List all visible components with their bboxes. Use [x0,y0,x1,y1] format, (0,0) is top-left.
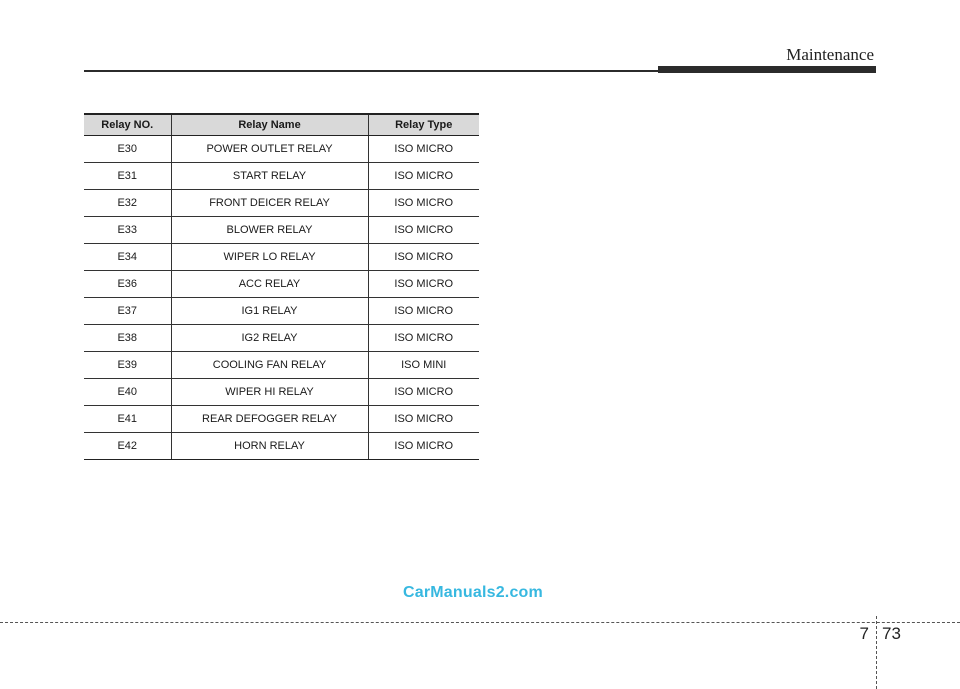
relay-type: ISO MICRO [368,163,479,190]
header-rule-accent [658,66,876,73]
relay-type: ISO MICRO [368,406,479,433]
relay-name: IG2 RELAY [171,325,368,352]
relay-name: FRONT DEICER RELAY [171,190,368,217]
column-header-relay-name: Relay Name [171,114,368,136]
relay-no: E37 [84,298,171,325]
relay-no: E31 [84,163,171,190]
relay-no: E39 [84,352,171,379]
table-row [84,244,479,271]
relay-name: ACC RELAY [171,271,368,298]
table-row [84,217,479,244]
section-title: Maintenance [786,45,874,64]
table-row [84,190,479,217]
table-row [84,298,479,325]
relay-name: COOLING FAN RELAY [171,352,368,379]
table-row [84,136,479,163]
table-row [84,163,479,190]
relay-no: E33 [84,217,171,244]
relay-name: WIPER HI RELAY [171,379,368,406]
relay-type: ISO MICRO [368,136,479,163]
relay-type: ISO MICRO [368,271,479,298]
column-header-relay-type: Relay Type [368,114,479,136]
relay-type: ISO MICRO [368,244,479,271]
relay-name: IG1 RELAY [171,298,368,325]
relay-type: ISO MICRO [368,433,479,460]
relay-no: E40 [84,379,171,406]
header-rule [84,70,660,72]
table-row [84,352,479,379]
table-row [84,379,479,406]
relay-type: ISO MICRO [368,298,479,325]
relay-name: POWER OUTLET RELAY [171,136,368,163]
relay-name: REAR DEFOGGER RELAY [171,406,368,433]
relay-name: BLOWER RELAY [171,217,368,244]
table-row [84,433,479,460]
footer-rule [0,622,960,623]
relay-no: E38 [84,325,171,352]
relay-type: ISO MICRO [368,190,479,217]
page-number: 73 [882,624,901,643]
relay-name: HORN RELAY [171,433,368,460]
watermark-link[interactable]: CarManuals2.com [403,584,543,601]
relay-type: ISO MINI [368,352,479,379]
table-header-row [84,114,479,136]
relay-type: ISO MICRO [368,379,479,406]
relay-name: WIPER LO RELAY [171,244,368,271]
relay-no: E41 [84,406,171,433]
column-header-relay-no: Relay NO. [84,114,171,136]
table-row [84,325,479,352]
relay-type: ISO MICRO [368,325,479,352]
relay-name: START RELAY [171,163,368,190]
table-row [84,271,479,298]
relay-type: ISO MICRO [368,217,479,244]
relay-no: E30 [84,136,171,163]
chapter-number: 7 [859,624,869,643]
relay-no: E42 [84,433,171,460]
relay-no: E34 [84,244,171,271]
relay-no: E36 [84,271,171,298]
relay-no: E32 [84,190,171,217]
table-row [84,406,479,433]
relay-table [84,113,479,460]
page-number-divider [876,616,877,689]
